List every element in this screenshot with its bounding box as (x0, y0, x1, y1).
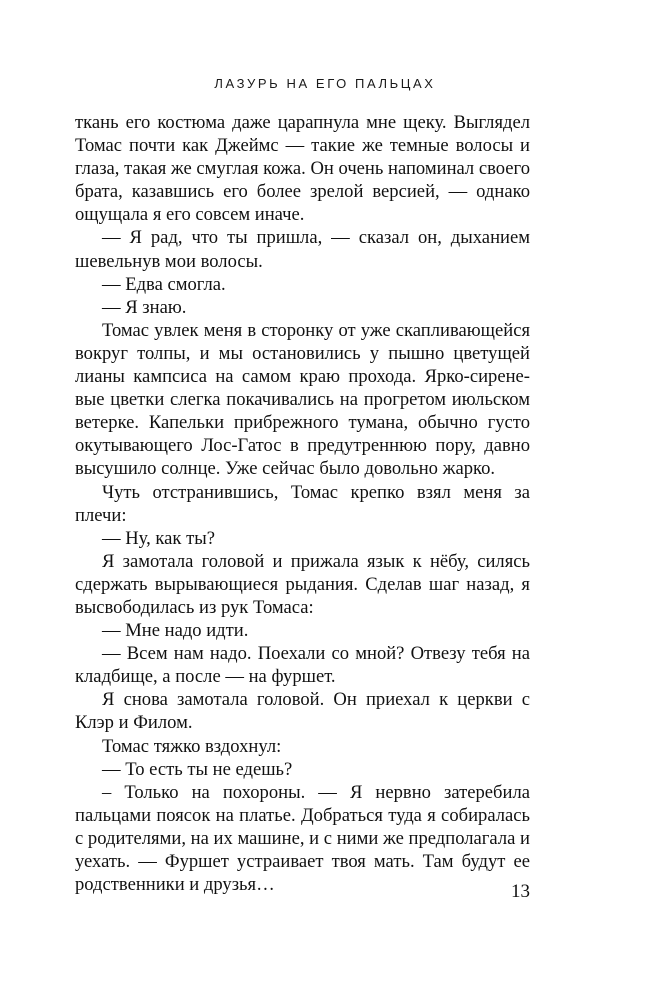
page-number: 13 (511, 881, 530, 902)
running-head: ЛАЗУРЬ НА ЕГО ПАЛЬЦАХ (214, 76, 436, 91)
paragraph-11: Я снова замотала головой. Он приехал к церкви с Клэр и Филом. (75, 689, 530, 734)
paragraph-13: — То есть ты не едешь? (102, 758, 293, 780)
paragraph-1: ткань его костюма даже царапнула мне щеку. Выглядел Томас почти как Джеймс — такие же темные волосы и глаза, такая же смуглая кожа. Он очень напоминал своего брата, казавшись его более зрелой версией, — однако ощущала я его совсем иначе. (75, 112, 531, 226)
paragraph-3: — Едва смогла. (102, 273, 226, 295)
paragraph-12: Томас тяжко вздохнул: (102, 735, 282, 757)
paragraph-8: Я замотала головой и прижала язык к нёбу, силясь сдержать вырывающиеся рыдания. Сделав шаг назад, я высвободилась из рук Томаса: (75, 550, 530, 618)
paragraph-5: Томас увлек меня в сторонку от уже скапливающейся вокруг толпы, и мы остановились у пышно цветущей лианы кампсиса на самом краю прохода. Ярко-сиреневые цветки слегка покачивались на прогретом июльском ветерке. Капельки прибрежного тумана, обычно густо окутывающего Лос-Гатос в предутреннюю пору, давно высушило солнце. Уже сейчас было довольно жарко. (75, 319, 530, 480)
paragraph-10: — Всем нам надо. Поехали со мной? Отвезу тебя на кладбище, а после — на фуршет. (75, 643, 530, 688)
body-text (75, 111, 530, 896)
paragraph-14: – Только на похороны. — Я нервно затеребила пальцами поясок на платье. Добраться туда я собиралась с родителями, на их машине, и с ними же предполагала и уехать. — Фуршет устраивает твоя мать. Там будут ее родственники и друзья… (75, 781, 530, 896)
paragraph-9: — Мне надо идти. (102, 620, 249, 642)
paragraph-2: — Я рад, что ты пришла, — сказал он, дыханием шевельнув мои волосы. (75, 227, 530, 272)
paragraph-7: — Ну, как ты? (102, 527, 215, 549)
paragraph-4: — Я знаю. (102, 296, 187, 318)
paragraph-6: Чуть отстранившись, Томас крепко взял меня за плечи: (75, 481, 530, 526)
